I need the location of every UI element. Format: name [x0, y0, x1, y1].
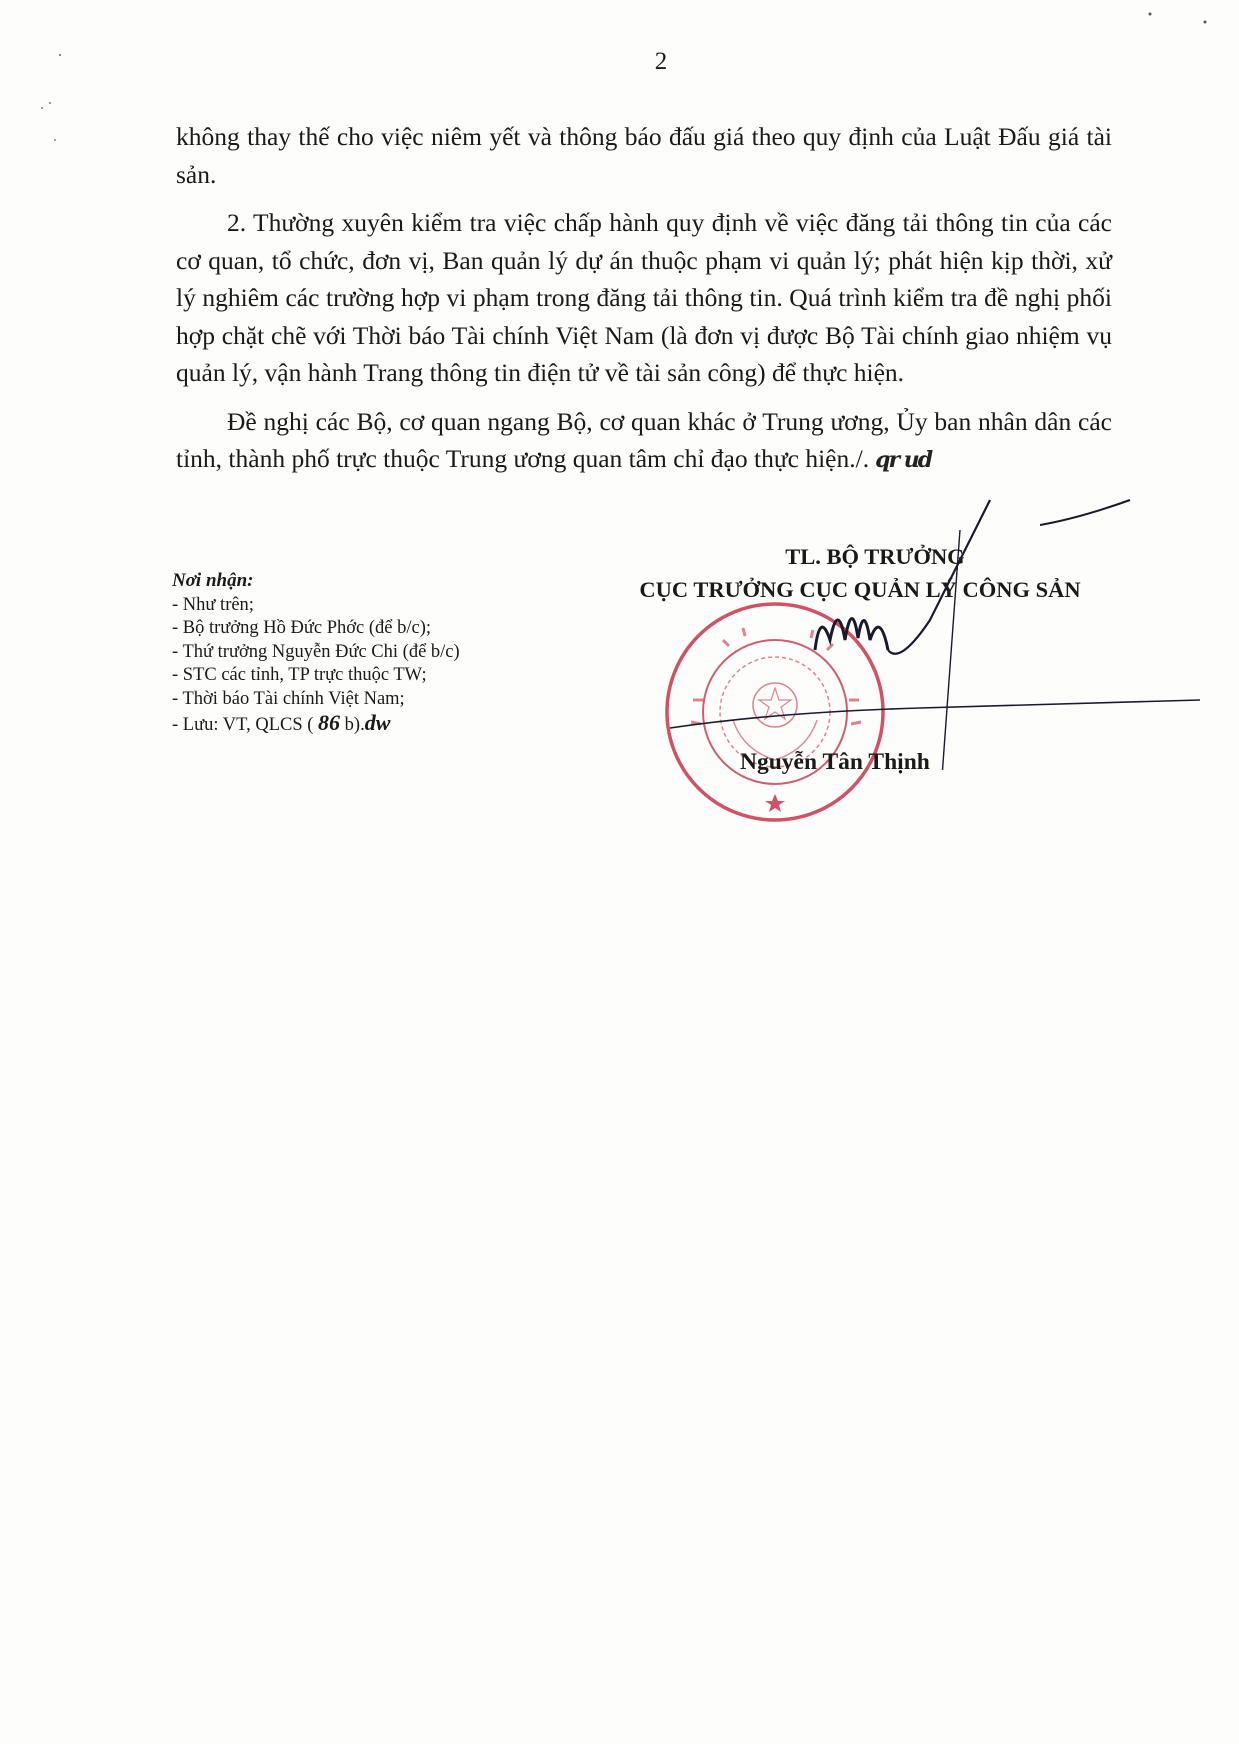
archive-prefix: - Lưu: VT, QLCS (: [172, 715, 314, 735]
recipient-item-archive: [172, 711, 592, 738]
signature-stroke: [925, 530, 960, 770]
seal-bottom-star: [765, 794, 785, 812]
recipient-item: - Như trên;: [172, 594, 254, 615]
paragraph-3: [176, 403, 1112, 480]
closing-underline-stroke: [1040, 490, 1140, 530]
underline-stroke: [1040, 500, 1130, 525]
handwritten-signature: [660, 490, 1220, 770]
signer-name: Nguyễn Tân Thịnh: [740, 749, 930, 775]
handwritten-initials: qr ud: [875, 447, 932, 473]
recipients-heading: Nơi nhận:: [172, 570, 254, 591]
recipients-list: [172, 594, 592, 738]
paragraph-3-text: Đề nghị các Bộ, cơ quan ngang Bộ, cơ quan khác ở Trung ương, Ủy ban nhân dân các tỉnh, thành phố trực thuộc Trung ương quan tâm chỉ đạo thực hiện./.: [176, 406, 1112, 473]
archive-count-handwritten: 86: [318, 710, 341, 735]
signature-stroke: [888, 500, 990, 654]
archive-suffix: b).: [340, 715, 365, 735]
recipient-item: - Thời báo Tài chính Việt Nam;: [172, 688, 405, 709]
signature-title-line1: TL. BỘ TRƯỞNG: [785, 544, 965, 569]
signature-stroke: [670, 700, 1200, 728]
body-text: [176, 118, 1112, 491]
recipient-item: - Thứ trưởng Nguyễn Đức Chi (để b/c): [172, 641, 460, 662]
paragraph-2: 2. Thường xuyên kiểm tra việc chấp hành quy định về việc đăng tải thông tin của các cơ quan, tổ chức, đơn vị, Ban quản lý dự án thuộc phạm vi quản lý; phát hiện kịp thời, xử lý nghiêm các trường hợp vi phạm trong đăng tải thông tin. Quá trình kiểm tra đề nghị phối hợp chặt chẽ với Thời báo Tài chính Việt Nam (là đơn vị được Bộ Tài chính giao nhiệm vụ quản lý, vận hành Trang thông tin điện tử về tài sản công) để thực hiện.: [176, 208, 1112, 387]
signature-stroke: [815, 618, 888, 650]
recipient-item: - Bộ trưởng Hồ Đức Phớc (để b/c);: [172, 618, 431, 638]
recipients-block: [172, 569, 592, 738]
recipient-item: - STC các tỉnh, TP trực thuộc TW;: [172, 665, 427, 685]
scan-speck: [1149, 13, 1152, 16]
page-number: 2: [654, 48, 668, 75]
scan-speck: [49, 102, 51, 104]
paragraph-1: không thay thế cho việc niêm yết và thông báo đấu giá theo quy định của Luật Đấu giá tài sản.: [176, 122, 1112, 189]
archive-initials: dw: [364, 710, 391, 735]
scan-speck: [41, 107, 43, 109]
scan-speck: [54, 139, 56, 141]
signature-title-line2: CỤC TRƯỞNG CỤC QUẢN LÝ CÔNG SẢN: [639, 577, 1081, 602]
scan-speck: [1204, 21, 1207, 24]
